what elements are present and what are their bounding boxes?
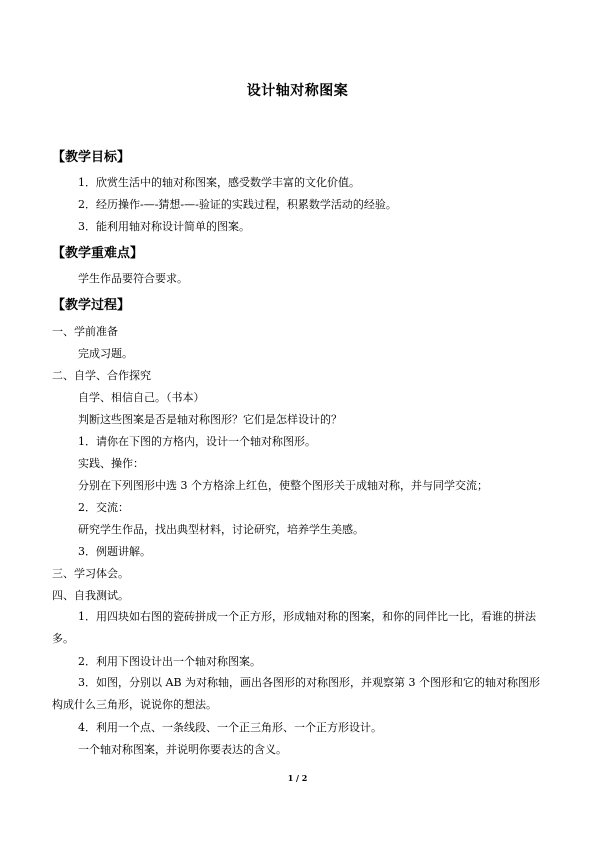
process-step-4-item-2: 2．利用下图设计出一个轴对称图案。 (78, 655, 261, 668)
goals-heading: 【教学目标】 (52, 150, 131, 165)
page-title: 设计轴对称图案 (246, 83, 349, 99)
process-step-4: 四、自我测试。 (52, 589, 129, 602)
process-step-2-line-e: 分别在下列图形中选 3 个方格涂上红色，使整个图形关于成轴对称，并与同学交流； (78, 479, 488, 492)
process-step-2-line-c: 1．请你在下图的方格内，设计一个轴对称图形。 (78, 435, 316, 448)
process-step-3: 三、学习体会。 (52, 567, 129, 580)
difficulty-heading: 【教学重难点】 (52, 246, 144, 261)
process-step-1-text: 完成习题。 (78, 347, 133, 360)
process-heading: 【教学过程】 (52, 298, 131, 313)
process-step-2-line-f: 2．交流： (78, 501, 129, 514)
process-step-4-item-5: 一个轴对称图案，并说明你要表达的含义。 (78, 743, 287, 756)
process-step-4-item-4: 4．利用一个点、一条线段、一个正三角形、一个正方形设计。 (78, 721, 382, 734)
process-step-2-line-a: 自学、相信自己。（书本） (78, 391, 205, 404)
process-step-2-line-b: 判断这些图案是否是轴对称图形？它们是怎样设计的？ (78, 413, 342, 426)
page-number: 1 / 2 (287, 773, 308, 783)
process-step-1: 一、学前准备 (52, 325, 118, 338)
process-step-2-line-d: 实践、操作： (78, 457, 144, 470)
process-step-4-item-3: 3．如图，分别以 AB 为对称轴，画出各图形的对称图形，并观察第 3 个图形和它的轴对称图形构成什么三角形，说说你的想法。 (52, 676, 541, 711)
process-step-4-item-1: 1．用四块如右图的瓷砖拼成一个正方形，形成轴对称的图案，和你的同伴比一比，看谁的拼法多。 (52, 610, 536, 645)
process-step-2-line-h: 3．例题讲解。 (78, 545, 151, 558)
process-step-2-line-g: 研究学生作品，找出典型材料，讨论研究，培养学生美感。 (78, 523, 364, 536)
goal-item-2: 2．经历操作-—-猜想-—-验证的实践过程，积累数学活动的经验。 (78, 198, 397, 211)
goal-item-1: 1．欣赏生活中的轴对称图案，感受数学丰富的文化价值。 (78, 176, 360, 189)
difficulty-text: 学生作品要符合要求。 (78, 272, 188, 285)
goal-item-3: 3．能利用轴对称设计简单的图案。 (78, 220, 250, 233)
process-step-2: 二、自学、合作探究 (52, 369, 151, 382)
